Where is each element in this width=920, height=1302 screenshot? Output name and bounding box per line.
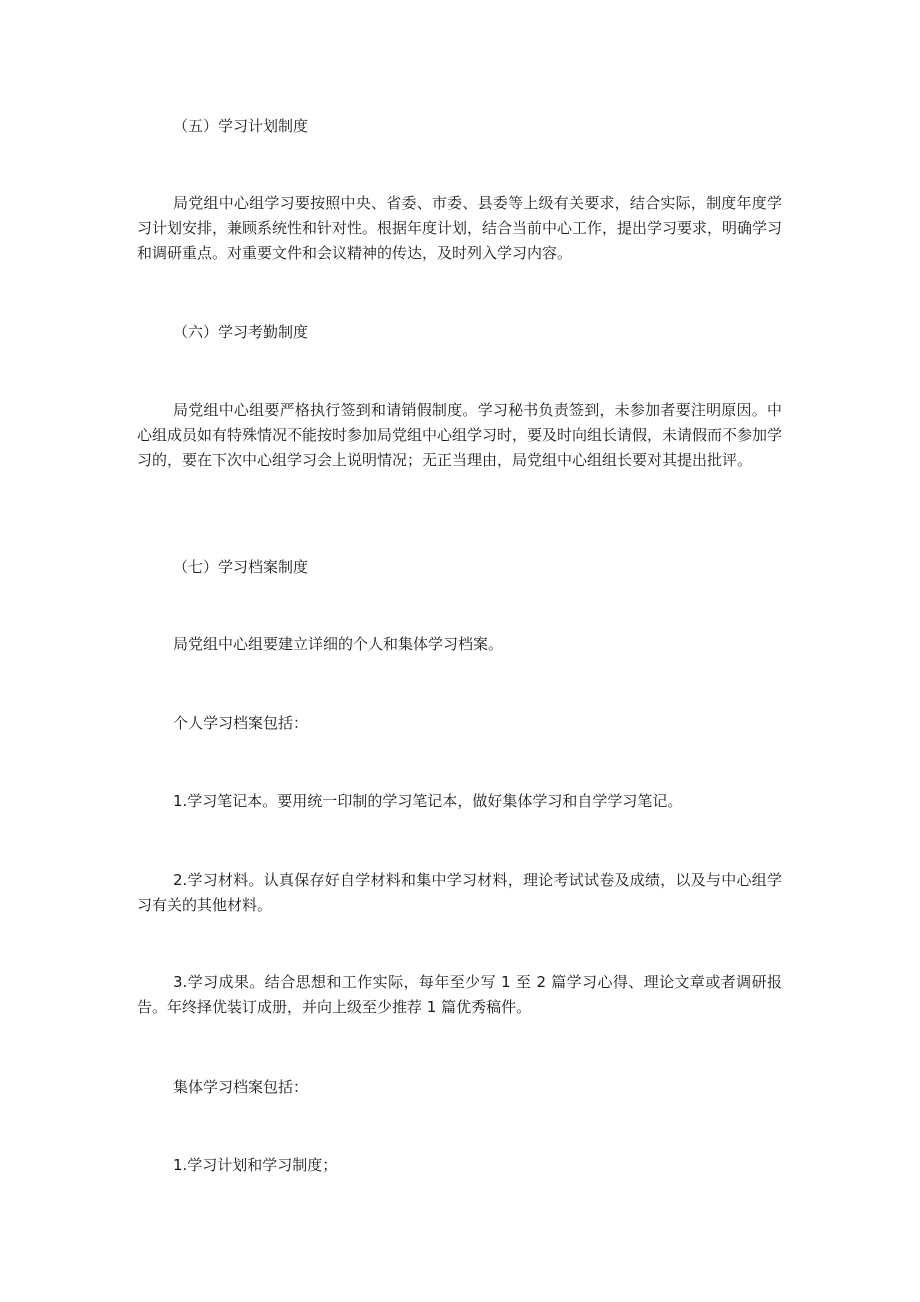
- section-paragraph-5: 局党组中心组学习要按照中央、省委、市委、县委等上级有关要求，结合实际，制度年度学习计划安排，兼顾系统性和针对性。根据年度计划，结合当前中心工作，提出学习要求，明确学习和调研重点。对重要文件和会议精神的传达，及时列入学习内容。: [137, 194, 783, 262]
- section-heading-6: （六）学习考勤制度: [173, 323, 309, 341]
- section-heading-7: （七）学习档案制度: [173, 558, 309, 576]
- personal-archive-item-3: 3.学习成果。结合思想和工作实际，每年至少写 1 至 2 篇学习心得、理论文章或者调研报告。年终择优装订成册，并向上级至少推荐 1 篇优秀稿件。: [137, 973, 782, 1016]
- personal-archive-item-2: 2.学习材料。认真保存好自学材料和集中学习材料，理论考试试卷及成绩，以及与中心组学习有关的其他材料。: [137, 871, 782, 914]
- section-paragraph-6: 局党组中心组要严格执行签到和请销假制度。学习秘书负责签到，未参加者要注明原因。中心组成员如有特殊情况不能按时参加局党组中心组学习时，要及时向组长请假，未请假而不参加学习的，要在下次中心组学习会上说明情况；无正当理由，局党组中心组组长要对其提出批评。: [137, 401, 783, 469]
- section-paragraph-7: 局党组中心组要建立详细的个人和集体学习档案。: [173, 635, 504, 653]
- collective-archive-intro: 集体学习档案包括：: [173, 1078, 309, 1096]
- section-heading-5: （五）学习计划制度: [173, 117, 309, 135]
- collective-archive-item-1: 1.学习计划和学习制度；: [173, 1156, 338, 1174]
- personal-archive-item-1: 1.学习笔记本。要用统一印制的学习笔记本，做好集体学习和自学学习笔记。: [173, 792, 683, 810]
- personal-archive-intro: 个人学习档案包括：: [173, 714, 309, 732]
